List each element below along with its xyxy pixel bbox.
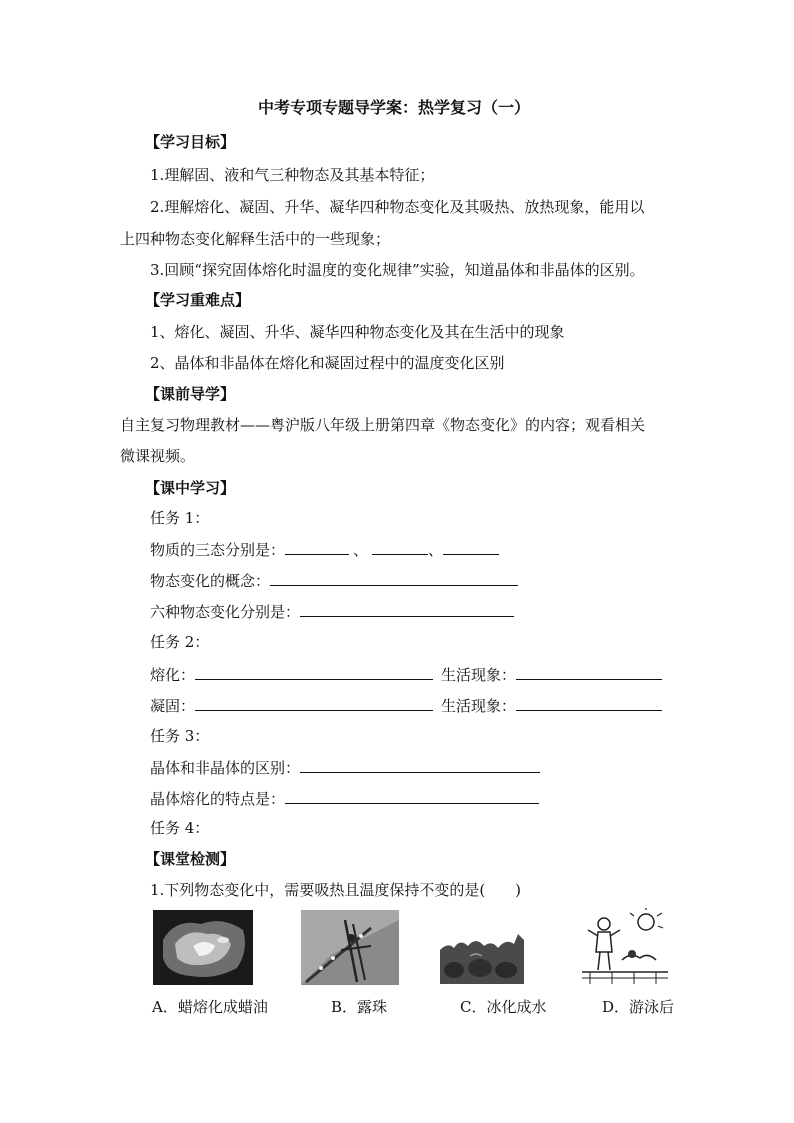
melting-label: 熔化： bbox=[150, 666, 196, 684]
pre-study-line-2: 微课视频。 bbox=[120, 447, 196, 465]
solidifying-row bbox=[150, 695, 662, 716]
task-4-label: 任务 4： bbox=[150, 819, 210, 837]
goal-item-2-cont: 上四种物态变化解释生活中的一些现象； bbox=[120, 230, 391, 248]
key-point-2: 2、晶体和非晶体在熔化和凝固过程中的温度变化区别 bbox=[150, 354, 505, 372]
crystal-melting-row bbox=[150, 788, 539, 809]
solidifying-phenomenon-blank[interactable] bbox=[516, 695, 662, 711]
crystal-melting-label: 晶体熔化的特点是： bbox=[150, 790, 286, 808]
option-b[interactable]: B．露珠 bbox=[331, 998, 388, 1016]
task-3-label: 任务 3： bbox=[150, 727, 210, 745]
three-states-blank-1[interactable] bbox=[285, 539, 349, 555]
melting-blank[interactable] bbox=[195, 664, 433, 680]
life-phenomenon-label: 生活现象： bbox=[441, 697, 517, 715]
three-states-blank-2[interactable] bbox=[372, 539, 428, 555]
check-heading: 【课堂检测】 bbox=[145, 850, 236, 868]
life-phenomenon-label: 生活现象： bbox=[441, 666, 517, 684]
three-states-blank-3[interactable] bbox=[443, 539, 499, 555]
task-1-label: 任务 1： bbox=[150, 509, 210, 527]
pre-study-heading: 【课前导学】 bbox=[145, 385, 236, 403]
concept-blank[interactable] bbox=[270, 570, 518, 586]
task-2-label: 任务 2： bbox=[150, 633, 210, 651]
goal-item-3: 3.回顾“探究固体熔化时温度的变化规律”实验，知道晶体和非晶体的区别。 bbox=[150, 261, 645, 279]
concept-label: 物态变化的概念： bbox=[150, 572, 271, 590]
solidifying-blank[interactable] bbox=[195, 695, 433, 711]
melting-phenomenon-blank[interactable] bbox=[516, 664, 662, 680]
goal-item-1: 1.理解固、液和气三种物态及其基本特征； bbox=[150, 166, 435, 184]
ice-melting-image bbox=[440, 928, 524, 984]
separator: 、 bbox=[353, 541, 369, 559]
in-class-heading: 【课中学习】 bbox=[145, 479, 236, 497]
wax-melting-image bbox=[153, 910, 253, 985]
concept-row bbox=[150, 570, 518, 591]
dew-drops-image bbox=[301, 910, 399, 985]
key-point-1: 1、熔化、凝固、升华、凝华四种物态变化及其在生活中的现象 bbox=[150, 323, 565, 341]
key-points-heading: 【学习重难点】 bbox=[145, 291, 251, 309]
option-a[interactable]: A．蜡熔化成蜡油 bbox=[152, 998, 268, 1016]
question-1: 1.下列物态变化中，需要吸热且温度保持不变的是( ) bbox=[150, 881, 522, 899]
melting-row bbox=[150, 664, 662, 685]
six-changes-label: 六种物态变化分别是： bbox=[150, 603, 301, 621]
after-swimming-image bbox=[582, 908, 668, 986]
difference-label: 晶体和非晶体的区别： bbox=[150, 759, 301, 777]
separator: 、 bbox=[428, 541, 444, 559]
six-changes-blank[interactable] bbox=[300, 601, 514, 617]
six-changes-row bbox=[150, 601, 514, 622]
option-d[interactable]: D．游泳后 bbox=[602, 998, 675, 1016]
goals-heading: 【学习目标】 bbox=[145, 133, 236, 151]
goal-item-2: 2.理解熔化、凝固、升华、凝华四种物态变化及其吸热、放热现象，能用以 bbox=[150, 198, 645, 216]
page-title: 中考专项专题导学案：热学复习（一） bbox=[258, 98, 531, 117]
pre-study-line-1: 自主复习物理教材——粤沪版八年级上册第四章《物态变化》的内容；观看相关 bbox=[120, 416, 646, 434]
crystal-melting-blank[interactable] bbox=[285, 788, 539, 804]
difference-blank[interactable] bbox=[300, 757, 540, 773]
three-states-label: 物质的三态分别是： bbox=[150, 541, 286, 559]
three-states-row bbox=[150, 539, 499, 560]
solidifying-label: 凝固： bbox=[150, 697, 196, 715]
option-c[interactable]: C．冰化成水 bbox=[460, 998, 547, 1016]
difference-row bbox=[150, 757, 540, 778]
